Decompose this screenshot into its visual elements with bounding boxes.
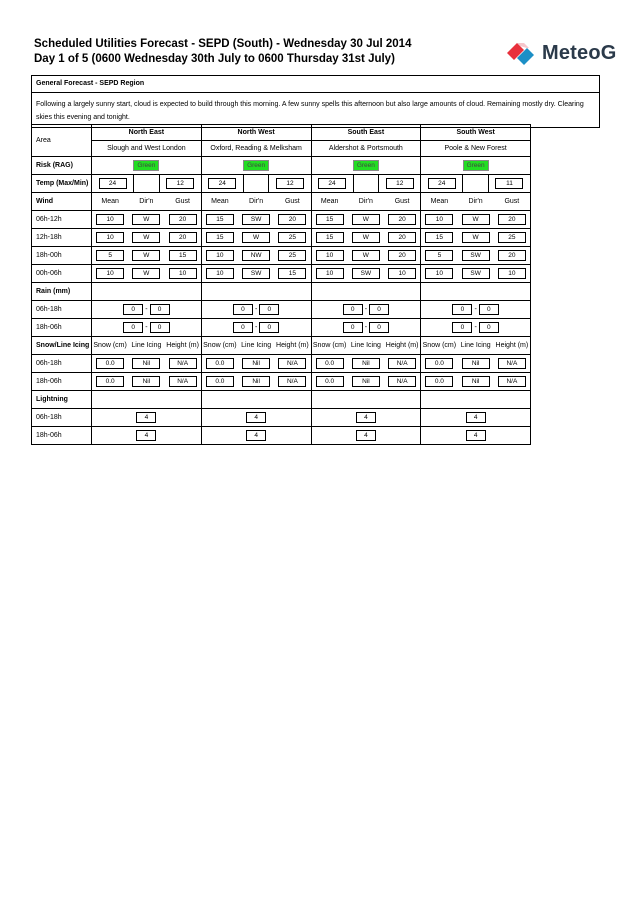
line-icing-value: Nil [242,376,270,387]
rain-min-value: 0 [452,322,472,333]
snow-cell [92,373,202,391]
snow-col-headers [92,337,202,355]
wind-mean-header: Mean [320,198,339,205]
rain-min-value: 0 [233,322,253,333]
height-header: Height (m) [166,342,199,349]
rag-status-badge: Green [463,160,489,171]
wind-cell [92,211,202,229]
wind-gust-value: 10 [169,268,197,279]
wind-direction-value: SW [462,250,490,261]
area-label: Area [32,125,92,157]
wind-gust-header: Gust [175,198,191,205]
lightning-value: 4 [466,430,486,441]
wind-gust-value: 10 [388,268,416,279]
wind-gust-header: Gust [394,198,410,205]
region-name: North West [201,125,311,141]
line-icing-value: Nil [462,376,490,387]
risk-label: Risk (RAG) [32,157,92,175]
region-name: North East [92,125,202,141]
wind-direction-value: SW [462,268,490,279]
height-value: N/A [388,358,416,369]
wind-mean-header: Mean [430,198,449,205]
snow-cm-value: 0.0 [206,376,234,387]
wind-gust-header: Gust [284,198,300,205]
wind-cell [92,247,202,265]
snow-cell [421,373,531,391]
rain-cell [92,319,202,337]
rain-cell [201,301,311,319]
height-value: N/A [498,358,526,369]
height-value: N/A [498,376,526,387]
height-header: Height (m) [495,342,529,349]
wind-mean-value: 10 [316,250,344,261]
lightning-value: 4 [466,412,486,423]
wind-gust-value: 20 [498,250,526,261]
general-forecast-heading: General Forecast - SEPD Region [32,76,599,93]
wind-dir-header: Dir'n [358,198,373,205]
wind-cell [92,265,202,283]
snow-cm-value: 0.0 [425,376,453,387]
wind-direction-value: SW [242,268,270,279]
rain-cell [421,319,531,337]
meteog-logo [505,40,617,68]
wind-gust-value: 25 [498,232,526,243]
wind-cell [201,247,311,265]
lightning-period-label: 18h-06h [32,427,92,445]
rain-max-value: 0 [369,304,389,315]
wind-mean-value: 15 [316,232,344,243]
line-icing-value: Nil [462,358,490,369]
risk-cell [421,157,531,175]
snow-cm-header: Snow (cm) [93,342,127,349]
wind-gust-value: 20 [388,232,416,243]
wind-cell [421,247,531,265]
rain-max-value: 0 [259,322,279,333]
wind-mean-header: Mean [211,198,229,205]
height-value: N/A [278,376,306,387]
wind-cell [421,211,531,229]
height-value: N/A [169,358,197,369]
snow-cell [311,355,421,373]
wind-mean-value: 10 [96,232,124,243]
meteog-logo-text: MeteoG [542,42,617,64]
lightning-cell [421,427,531,445]
line-icing-value: Nil [352,358,380,369]
rain-range-dash: - [145,324,148,331]
snow-cm-header: Snow (cm) [422,342,457,349]
lightning-cell [201,409,311,427]
wind-direction-value: W [132,250,160,261]
wind-direction-value: W [462,232,490,243]
line-icing-value: Nil [132,376,160,387]
wind-direction-value: W [352,214,380,225]
report-subtitle: Day 1 of 5 (0600 Wednesday 30th July to 0600 Thursday 31st July) [34,53,395,65]
wind-period-label: 12h-18h [32,229,92,247]
snow-col-headers [201,337,311,355]
meteog-logo-icon [505,40,539,66]
lightning-cell [92,409,202,427]
wind-col-headers [311,193,421,211]
risk-cell [311,157,421,175]
region-name: South East [311,125,421,141]
wind-label: Wind [32,193,92,211]
rain-range-dash: - [254,324,258,331]
lightning-header-cell [421,391,531,409]
lightning-cell [311,409,421,427]
snow-cm-value: 0.0 [206,358,234,369]
wind-gust-header: Gust [504,198,520,205]
wind-col-headers [201,193,311,211]
temp-min-value: 11 [495,178,523,189]
rag-status-badge: Green [133,160,159,171]
wind-period-label: 06h-12h [32,211,92,229]
general-forecast-box [31,75,600,128]
lightning-value: 4 [136,430,156,441]
risk-cell [201,157,311,175]
wind-dir-header: Dir'n [139,198,154,205]
wind-gust-value: 25 [278,250,306,261]
wind-direction-value: W [242,232,270,243]
wind-mean-value: 10 [425,268,453,279]
snow-cm-value: 0.0 [425,358,453,369]
rain-cell [92,301,202,319]
rain-period-label: 06h-18h [32,301,92,319]
rain-header-cell [201,283,311,301]
rain-range-dash: - [474,324,477,331]
rain-max-value: 0 [479,304,499,315]
wind-cell [92,229,202,247]
lightning-value: 4 [246,430,266,441]
wind-cell [201,265,311,283]
wind-gust-value: 20 [278,214,306,225]
wind-mean-value: 5 [425,250,453,261]
wind-gust-value: 20 [388,214,416,225]
snow-cm-value: 0.0 [316,358,344,369]
temp-cell [311,175,421,193]
wind-dir-header: Dir'n [249,198,264,205]
rain-max-value: 0 [150,304,170,315]
temp-min-value: 12 [166,178,194,189]
lightning-value: 4 [246,412,266,423]
wind-gust-value: 15 [169,250,197,261]
wind-dir-header: Dir'n [468,198,483,205]
snow-cell [201,373,311,391]
line-icing-header: Line Icing [131,342,162,349]
rain-range-dash: - [364,324,368,331]
lightning-period-label: 06h-18h [32,409,92,427]
report-title: Scheduled Utilities Forecast - SEPD (South) - Wednesday 30 Jul 2014 [34,38,412,50]
rain-label: Rain (mm) [32,283,92,301]
rag-status-badge: Green [353,160,379,171]
rain-min-value: 0 [343,304,363,315]
rain-cell [421,301,531,319]
lightning-header-cell [311,391,421,409]
wind-mean-value: 10 [206,268,234,279]
wind-gust-value: 25 [278,232,306,243]
temp-max-value: 24 [99,178,127,189]
rain-min-value: 0 [343,322,363,333]
wind-period-label: 18h-00h [32,247,92,265]
temp-max-value: 24 [208,178,236,189]
wind-mean-value: 15 [206,214,234,225]
wind-mean-value: 10 [96,214,124,225]
lightning-cell [421,409,531,427]
line-icing-header: Line Icing [460,342,491,349]
forecast-table [31,124,531,445]
rain-min-value: 0 [233,304,253,315]
temp-cell [201,175,311,193]
snow-cell [201,355,311,373]
lightning-header-cell [201,391,311,409]
wind-gust-value: 10 [498,268,526,279]
wind-direction-value: W [132,232,160,243]
rag-status-badge: Green [243,160,269,171]
wind-direction-value: W [132,214,160,225]
rain-header-cell [311,283,421,301]
height-header: Height (m) [385,342,419,349]
temp-max-value: 24 [318,178,346,189]
snow-col-headers [311,337,421,355]
wind-direction-value: SW [352,268,380,279]
rain-range-dash: - [364,306,368,313]
lightning-header-cell [92,391,202,409]
temp-label: Temp (Max/Min) [32,175,92,193]
wind-cell [421,229,531,247]
wind-cell [311,247,421,265]
wind-cell [311,229,421,247]
snow-cell [92,355,202,373]
wind-gust-value: 20 [169,232,197,243]
height-value: N/A [169,376,197,387]
height-header: Height (m) [276,342,309,349]
rain-min-value: 0 [123,304,143,315]
line-icing-value: Nil [132,358,160,369]
lightning-value: 4 [356,430,376,441]
wind-mean-value: 15 [316,214,344,225]
wind-mean-value: 5 [96,250,124,261]
wind-mean-value: 10 [206,250,234,261]
snow-cm-value: 0.0 [316,376,344,387]
rain-max-value: 0 [150,322,170,333]
wind-gust-value: 20 [388,250,416,261]
lightning-value: 4 [136,412,156,423]
wind-gust-value: 15 [278,268,306,279]
line-icing-value: Nil [242,358,270,369]
snow-label: Snow/Line Icing [32,337,92,355]
wind-col-headers [92,193,202,211]
snow-col-headers [421,337,531,355]
region-subareas: Oxford, Reading & Melksham [201,141,311,157]
wind-cell [311,265,421,283]
snow-cell [311,373,421,391]
height-value: N/A [278,358,306,369]
wind-period-label: 00h-06h [32,265,92,283]
general-forecast-text: Following a largely sunny start, cloud is expected to build through this morning. A few sunny spells this afternoon but also large amounts of cloud. Remaining mostly dry. Clearing skies this evening and tonight. [36,101,584,121]
wind-direction-value: W [132,268,160,279]
wind-mean-value: 10 [425,214,453,225]
rain-cell [311,319,421,337]
temp-max-value: 24 [428,178,456,189]
wind-cell [201,211,311,229]
wind-col-headers [421,193,531,211]
snow-cell [421,355,531,373]
lightning-value: 4 [356,412,376,423]
snow-cm-value: 0.0 [96,358,124,369]
temp-cell [92,175,202,193]
wind-mean-value: 10 [96,268,124,279]
rain-cell [311,301,421,319]
wind-direction-value: SW [242,214,270,225]
lightning-cell [311,427,421,445]
snow-cm-header: Snow (cm) [203,342,237,349]
wind-mean-header: Mean [101,198,119,205]
wind-cell [421,265,531,283]
rain-max-value: 0 [259,304,279,315]
line-icing-header: Line Icing [350,342,381,349]
wind-cell [311,211,421,229]
rain-header-cell [421,283,531,301]
region-name: South West [421,125,531,141]
wind-direction-value: W [462,214,490,225]
snow-period-label: 06h-18h [32,355,92,373]
wind-mean-value: 15 [206,232,234,243]
rain-max-value: 0 [479,322,499,333]
rain-header-cell [92,283,202,301]
snow-cm-value: 0.0 [96,376,124,387]
rain-period-label: 18h-06h [32,319,92,337]
wind-direction-value: NW [242,250,270,261]
region-subareas: Poole & New Forest [421,141,531,157]
risk-cell [92,157,202,175]
rain-range-dash: - [474,306,477,313]
wind-cell [201,229,311,247]
lightning-cell [92,427,202,445]
wind-gust-value: 20 [169,214,197,225]
snow-period-label: 18h-06h [32,373,92,391]
height-value: N/A [388,376,416,387]
rain-max-value: 0 [369,322,389,333]
snow-cm-header: Snow (cm) [312,342,347,349]
wind-direction-value: W [352,232,380,243]
region-subareas: Slough and West London [92,141,202,157]
wind-mean-value: 15 [425,232,453,243]
line-icing-header: Line Icing [241,342,272,349]
temp-min-value: 12 [276,178,304,189]
wind-gust-value: 20 [498,214,526,225]
rain-range-dash: - [254,306,258,313]
wind-direction-value: W [352,250,380,261]
temp-min-value: 12 [386,178,414,189]
lightning-label: Lightning [32,391,92,409]
line-icing-value: Nil [352,376,380,387]
rain-range-dash: - [145,306,148,313]
wind-mean-value: 10 [316,268,344,279]
region-subareas: Aldershot & Portsmouth [311,141,421,157]
rain-cell [201,319,311,337]
rain-min-value: 0 [123,322,143,333]
rain-min-value: 0 [452,304,472,315]
temp-cell [421,175,531,193]
lightning-cell [201,427,311,445]
